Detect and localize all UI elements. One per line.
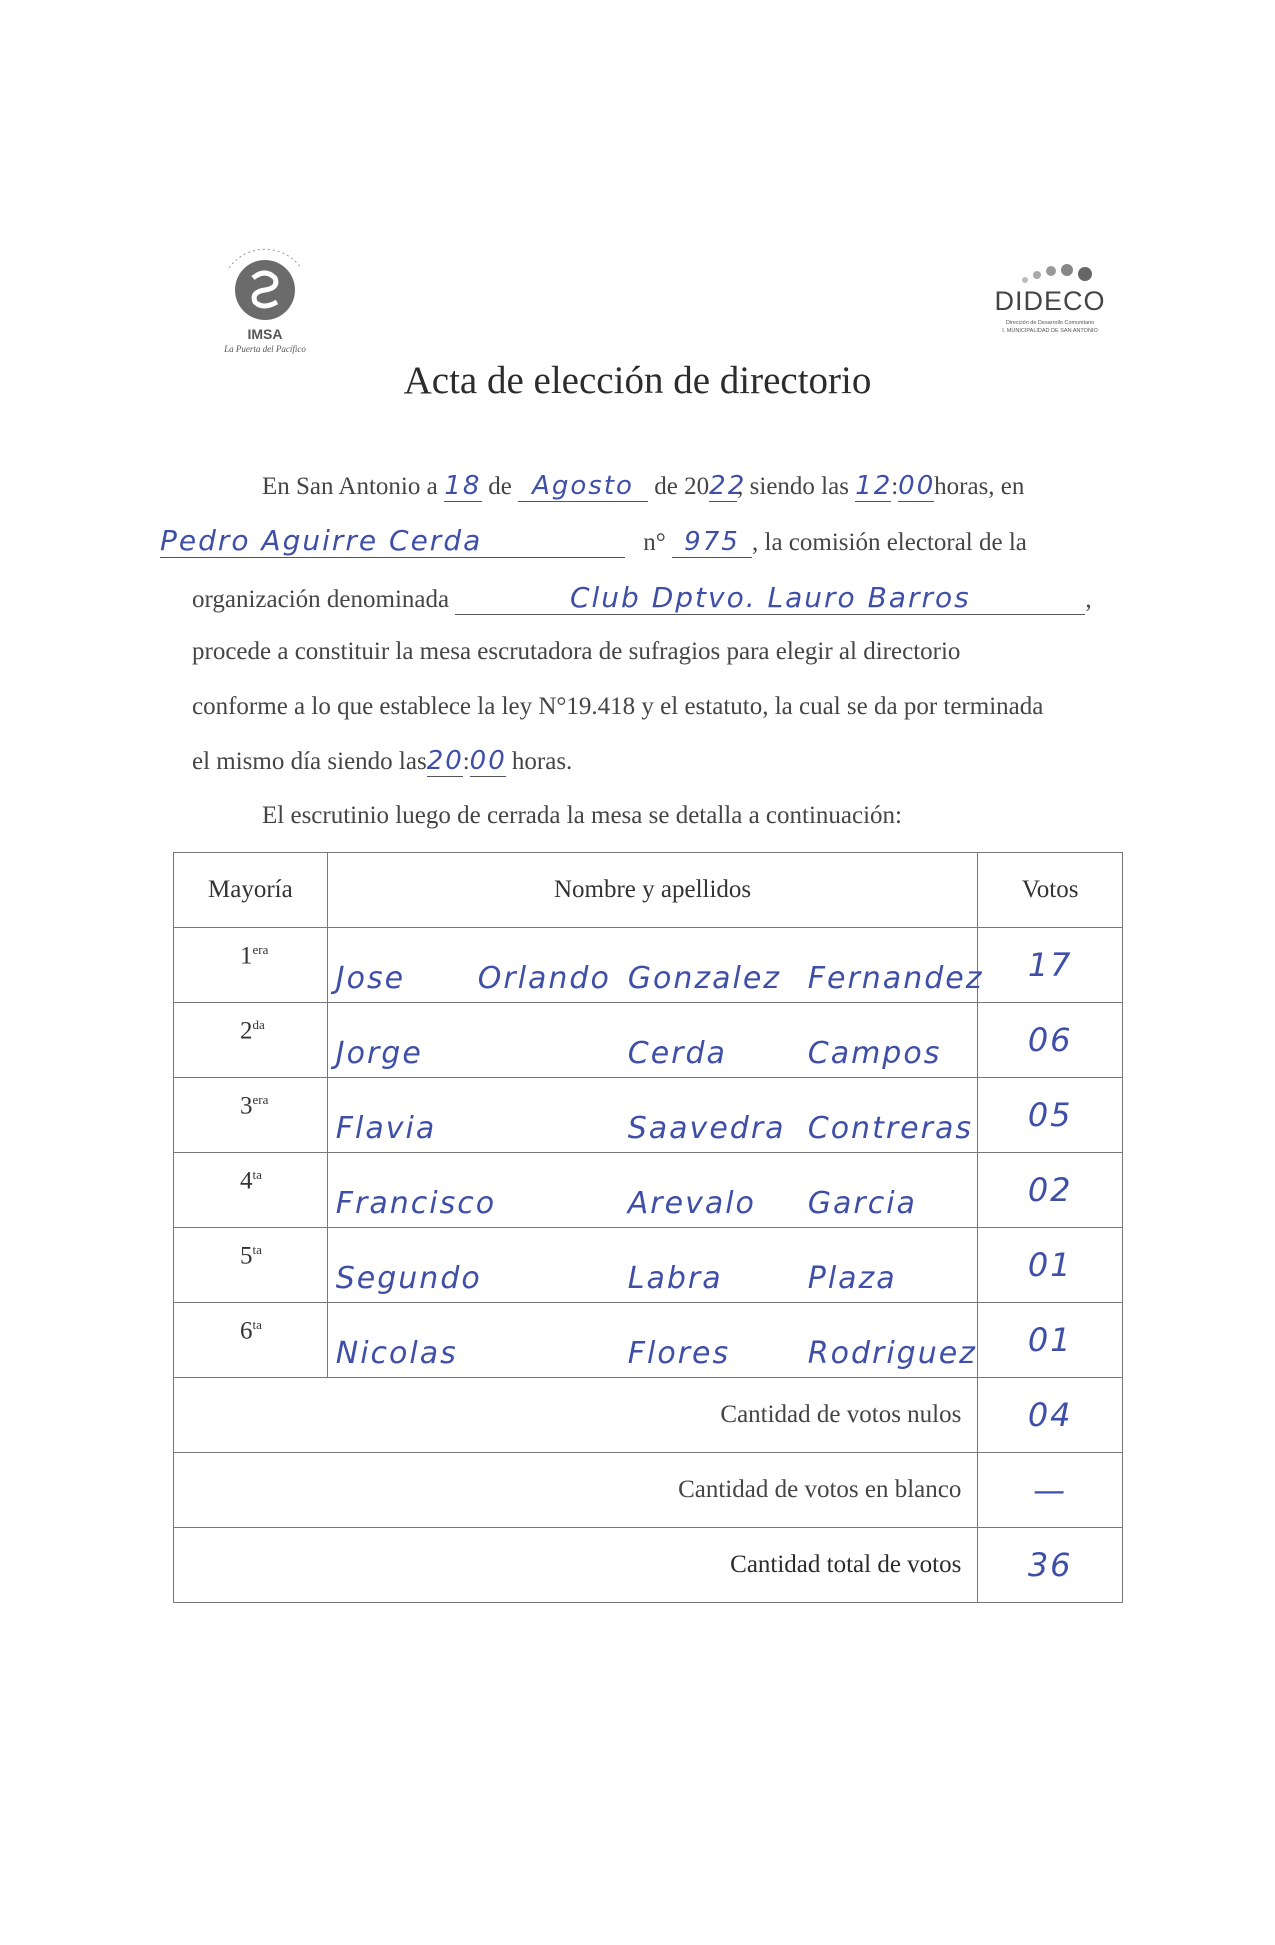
candidate-name-cell: [327, 1228, 978, 1303]
rank-number: 5: [240, 1242, 253, 1270]
intro-line-2: [160, 526, 1027, 558]
candidate-name-cell: [327, 1153, 978, 1228]
imsa-wordmark: IMSA: [247, 326, 283, 342]
rank-number: 3: [240, 1092, 253, 1120]
minute-field: [898, 472, 934, 502]
candidate-votes: 02: [978, 1153, 1123, 1228]
text-segment: horas, en: [934, 473, 1025, 500]
page-title: Acta de elección de directorio: [403, 359, 872, 402]
end-hour-field: [427, 747, 463, 777]
null-votes-row: [174, 1378, 1123, 1453]
text-segment: de: [488, 473, 512, 500]
table-header-row: [174, 853, 1123, 928]
end-hour-value: 20: [426, 746, 464, 776]
null-votes-value: 04: [978, 1378, 1123, 1453]
text-segment: el mismo día siendo las: [192, 748, 427, 775]
month-field: [518, 472, 648, 502]
candidate-first-name: Flavia: [335, 1111, 437, 1146]
rank-number: 2: [240, 1017, 253, 1045]
candidate-last-name-2: Plaza: [807, 1261, 897, 1296]
intro-line-1: [262, 472, 1024, 502]
table-row: [174, 928, 1123, 1003]
rank-cell: [174, 1078, 328, 1153]
text-segment: En San Antonio a: [262, 473, 438, 500]
candidate-last-name-1: Labra: [627, 1261, 723, 1296]
candidate-last-name-1: Arevalo: [627, 1186, 756, 1221]
candidate-middle-name: Orlando: [477, 961, 611, 996]
dideco-municipality: I. MUNICIPALIDAD DE SAN ANTONIO: [1002, 328, 1098, 334]
text-segment: , siendo las: [737, 473, 849, 500]
candidate-name-cell: [327, 1003, 978, 1078]
hour-field: [855, 472, 891, 502]
text-segment: ,: [1085, 586, 1092, 613]
total-votes-label: Cantidad total de votos: [174, 1528, 978, 1603]
rank-cell: [174, 1153, 328, 1228]
candidate-first-name: Francisco: [335, 1186, 497, 1221]
header-nombre: Nombre y apellidos: [327, 853, 978, 928]
candidate-votes: 05: [978, 1078, 1123, 1153]
candidate-name-cell: [327, 1078, 978, 1153]
candidate-last-name-2: Contreras: [807, 1111, 973, 1146]
imsa-motto: La Puerta del Pacífico: [224, 344, 306, 354]
candidate-last-name-1: Cerda: [627, 1036, 727, 1071]
intro-line-5: conforme a lo que establece la ley N°19.418 y el estatuto, la cual se da por terminada: [192, 693, 1044, 720]
candidate-first-name: Jorge: [335, 1036, 423, 1071]
candidate-last-name-2: Rodriguez: [807, 1336, 977, 1371]
intro-line-4: procede a constituir la mesa escrutadora de sufragios para elegir al directorio: [192, 638, 961, 665]
rank-number: 6: [240, 1317, 253, 1345]
rank-suffix: ta: [252, 1167, 262, 1182]
candidate-last-name-1: Saavedra: [627, 1111, 786, 1146]
org-field: [455, 583, 1085, 615]
colon: :: [891, 473, 899, 500]
candidate-name-cell: [327, 928, 984, 1003]
dideco-subtitle: Dirección de Desarrollo Comunitario: [1005, 320, 1095, 326]
dideco-logo: [985, 258, 1115, 348]
candidate-first-name: Nicolas: [335, 1336, 458, 1371]
candidate-last-name-2: Garcia: [807, 1186, 917, 1221]
rank-suffix: da: [252, 1017, 265, 1032]
scrutiny-table: [173, 852, 1123, 1603]
table-row: [174, 1153, 1123, 1228]
text-segment: , la comisión electoral de la: [752, 529, 1027, 556]
org-label: organización denominada: [192, 586, 450, 613]
table-row: [174, 1228, 1123, 1303]
rank-suffix: era: [252, 1092, 269, 1107]
blank-votes-row: [174, 1453, 1123, 1528]
text-segment: horas.: [511, 748, 573, 775]
rank-number: 1: [240, 942, 253, 970]
table-row: [174, 1078, 1123, 1153]
rank-cell: [174, 1303, 328, 1378]
rank-cell: [174, 928, 328, 1003]
street-field: [160, 526, 625, 558]
colon: :: [462, 748, 470, 775]
candidate-first-name: Jose: [335, 961, 406, 996]
rank-cell: [174, 1003, 328, 1078]
number-value: 975: [684, 527, 740, 557]
intro-line-6: [192, 747, 572, 777]
street-value: Pedro Aguirre Cerda: [160, 524, 483, 557]
candidate-last-name-1: Flores: [627, 1336, 731, 1371]
text-segment: de 20: [654, 473, 710, 500]
header-votos: Votos: [978, 853, 1123, 928]
candidate-first-name: Segundo: [335, 1261, 482, 1296]
rank-number: 4: [240, 1167, 253, 1195]
total-votes-value: 36: [978, 1528, 1123, 1603]
candidate-votes: 01: [978, 1228, 1123, 1303]
blank-votes-value: —: [978, 1453, 1123, 1528]
table-row: [174, 1003, 1123, 1078]
org-value: Club Dptvo. Lauro Barros: [569, 581, 971, 614]
candidate-last-name-2: Fernandez: [807, 961, 984, 996]
end-minute-field: [470, 747, 506, 777]
rank-suffix: ta: [252, 1242, 262, 1257]
month-value: Agosto: [532, 471, 634, 501]
rank-suffix: ta: [252, 1317, 262, 1332]
blank-votes-label: Cantidad de votos en blanco: [174, 1453, 978, 1528]
day-value: 18: [444, 471, 482, 501]
year-field: [709, 471, 747, 502]
number-field: [672, 528, 752, 558]
dideco-wordmark: DIDECO: [994, 286, 1106, 316]
candidate-votes: 01: [978, 1303, 1123, 1378]
intro-line-3: [192, 583, 1092, 615]
candidate-votes: 06: [978, 1003, 1123, 1078]
candidate-name-cell: [327, 1303, 978, 1378]
header-mayoria: Mayoría: [174, 853, 328, 928]
rank-suffix: era: [252, 942, 269, 957]
candidate-votes: 17: [978, 928, 1123, 1003]
imsa-logo: [205, 238, 325, 358]
null-votes-label: Cantidad de votos nulos: [174, 1378, 978, 1453]
candidate-last-name-1: Gonzalez: [627, 961, 782, 996]
minute-value: 00: [898, 471, 936, 501]
year-value: 22: [709, 471, 747, 501]
table-row: [174, 1303, 1123, 1378]
intro-line-7: El escrutinio luego de cerrada la mesa se detalla a continuación:: [262, 802, 903, 829]
rank-cell: [174, 1228, 328, 1303]
candidate-last-name-2: Campos: [807, 1036, 942, 1071]
day-field: [444, 472, 482, 502]
number-label: n°: [643, 529, 666, 556]
hour-value: 12: [855, 471, 893, 501]
total-votes-row: [174, 1528, 1123, 1603]
end-minute-value: 00: [469, 746, 507, 776]
